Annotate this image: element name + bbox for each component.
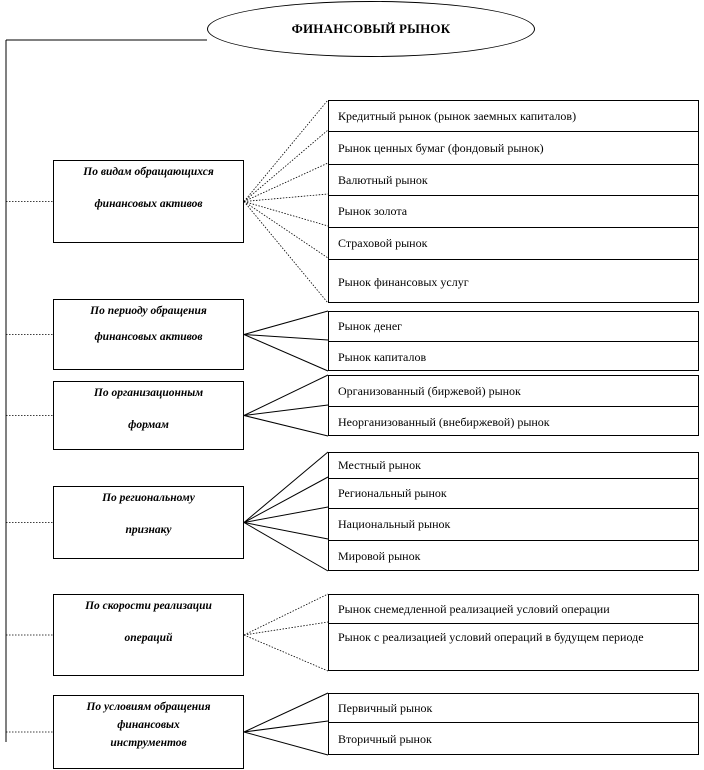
category-label-line: По видам обращающихся: [83, 166, 214, 178]
category-label-line: формам: [128, 418, 169, 431]
fan-line: [244, 130, 328, 202]
category-box: [53, 381, 244, 450]
subtype-item: Организованный (биржевой) рынок: [338, 383, 521, 398]
subtype-item: Вторичный рынок: [329, 722, 698, 756]
fan-line: [244, 311, 328, 335]
fan-line: [244, 202, 328, 227]
category-label-line: По периоду обращения: [90, 305, 207, 317]
fan-line: [244, 100, 328, 202]
category-label-line: финансовых: [117, 718, 180, 731]
subtype-item: Кредитный рынок (рынок заемных капиталов): [338, 108, 577, 123]
subtype-group: [328, 594, 699, 671]
subtype-item: Мировой рынок: [329, 540, 698, 572]
fan-line: [244, 732, 328, 755]
fan-line: [244, 416, 328, 437]
fan-line: [244, 335, 328, 341]
category-label-line: По условиям обращения: [86, 701, 211, 713]
subtype-item: Рынок с реализацией условий операций в будущем периоде: [329, 623, 698, 672]
diagram-title: ФИНАНСОВЫЙ РЫНОК: [207, 1, 535, 57]
fan-line: [244, 335, 328, 372]
fan-line: [244, 523, 328, 540]
subtype-item: Неорганизованный (внебиржевой) рынок: [329, 406, 698, 437]
subtype-item: Национальный рынок: [329, 508, 698, 540]
subtype-item: Местный рынок: [338, 458, 421, 472]
fan-line: [244, 202, 328, 259]
category-label-line: операций: [124, 631, 173, 644]
subtype-item: Региональный рынок: [329, 478, 698, 508]
fan-line: [244, 622, 328, 635]
category-box: [53, 594, 244, 676]
subtype-item: Рынок капиталов: [329, 341, 698, 372]
category-label-line: инструментов: [110, 736, 187, 749]
fan-line: [244, 194, 328, 202]
subtype-item: Валютный рынок: [329, 164, 698, 195]
fan-line: [244, 477, 328, 523]
subtype-item: Первичный рынок: [338, 700, 433, 715]
category-box: [53, 695, 244, 769]
fan-line: [244, 635, 328, 671]
subtype-item: Рынок денег: [338, 319, 403, 333]
subtype-group: [328, 100, 699, 303]
fan-line: [244, 452, 328, 523]
subtype-item: Рынок финансовых услуг: [329, 259, 698, 304]
category-label-line: признаку: [125, 523, 172, 536]
category-label-line: финансовых активов: [94, 197, 203, 210]
category-box: [53, 160, 244, 243]
fan-line: [244, 202, 328, 304]
category-label-line: По региональному: [102, 492, 195, 504]
subtype-item: Рынок снемедленной реализацией условий операции: [338, 601, 610, 616]
fan-line: [244, 523, 328, 572]
category-label-line: По организационным: [93, 387, 204, 399]
subtype-group: [328, 311, 699, 371]
subtype-item: Рынок ценных бумаг (фондовый рынок): [329, 131, 698, 164]
category-label-line: По скорости реализации: [85, 600, 212, 612]
subtype-group: [328, 452, 699, 571]
subtype-group: [328, 375, 699, 436]
category-box: [53, 299, 244, 370]
category-box: [53, 486, 244, 559]
subtype-item: Страховой рынок: [329, 227, 698, 259]
category-label-line: финансовых активов: [94, 330, 203, 343]
fan-line: [244, 507, 328, 523]
fan-line: [244, 163, 328, 202]
fan-line: [244, 375, 328, 416]
fan-line: [244, 405, 328, 416]
subtype-item: Рынок золота: [329, 195, 698, 227]
subtype-group: [328, 693, 699, 755]
